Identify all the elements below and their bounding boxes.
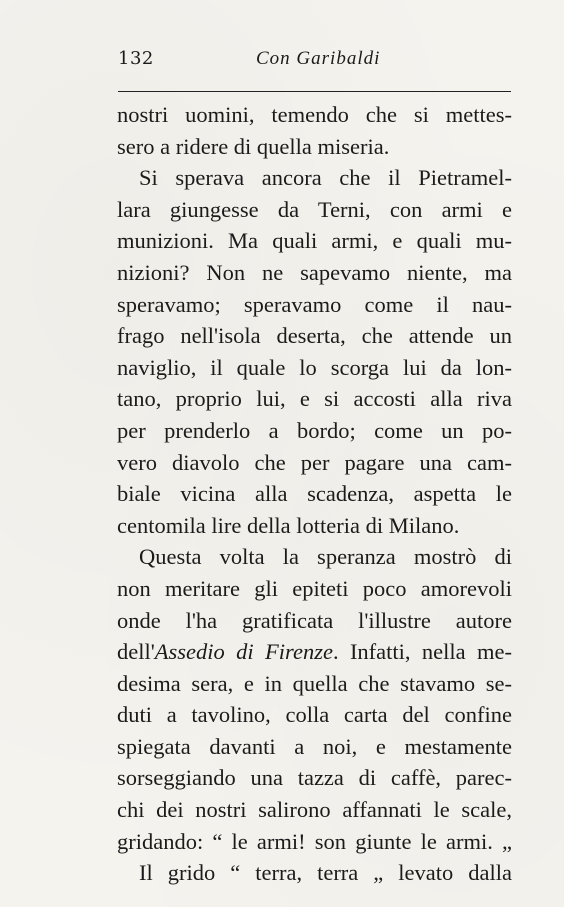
body-text (117, 99, 512, 889)
text-line: sero a ridere di quella miseria. (117, 133, 390, 159)
text-line: frago nell'isola deserta, che attende un (117, 323, 512, 349)
running-title: Con Garibaldi (256, 48, 381, 69)
text-run: . Infatti, nella me- (332, 639, 512, 665)
text-line: tano, proprio lui, e si accosti alla riva (117, 386, 512, 412)
text-line: per prenderlo a bordo; come un po- (117, 417, 512, 443)
page-number: 132 (118, 48, 154, 69)
italic-book-title: Assedio di Firenze (154, 639, 333, 665)
header-rule (118, 91, 511, 92)
running-head (118, 48, 513, 72)
text-line: vero diavolo che per pagare una cam- (117, 449, 512, 475)
text-line: lara giungesse da Terni, con armi e (117, 196, 512, 222)
paragraph-start-line: Questa volta la speranza mostrò di (139, 544, 512, 570)
text-line: onde l'ha gratificata l'illustre autore (117, 607, 512, 633)
text-line: desima sera, e in quella che stavamo se- (117, 670, 512, 696)
text-line: duti a tavolino, colla carta del confine (117, 702, 512, 728)
text-line: speravamo; speravamo come il nau- (117, 291, 512, 317)
text-run: dell' (117, 639, 155, 665)
text-line: nizioni? Non ne sapevamo niente, ma (117, 259, 512, 285)
paragraph-start-line: Il grido “ terra, terra „ levato dalla (139, 860, 512, 886)
text-line: chi dei nostri salirono affannati le scale, (117, 797, 512, 823)
text-line: biale vicina alla scadenza, aspetta le (117, 481, 512, 507)
text-line: naviglio, il quale lo scorga lui da lon- (117, 354, 512, 380)
text-line: sorseggiando una tazza di caffè, parec- (117, 765, 512, 791)
text-line: nostri uomini, temendo che si mettes- (117, 102, 512, 127)
text-line: spiegata davanti a noi, e mestamente (117, 733, 512, 759)
text-line: munizioni. Ma quali armi, e quali mu- (117, 228, 512, 254)
text-line: centomila lire della lotteria di Milano. (117, 512, 460, 538)
text-line: non meritare gli epiteti poco amorevoli (117, 575, 512, 601)
paragraph-start-line: Si sperava ancora che il Pietramel- (139, 165, 512, 191)
text-line-with-italic-title (117, 636, 512, 668)
text-line: gridando: “ le armi! son giunte le armi. „ (117, 828, 512, 854)
